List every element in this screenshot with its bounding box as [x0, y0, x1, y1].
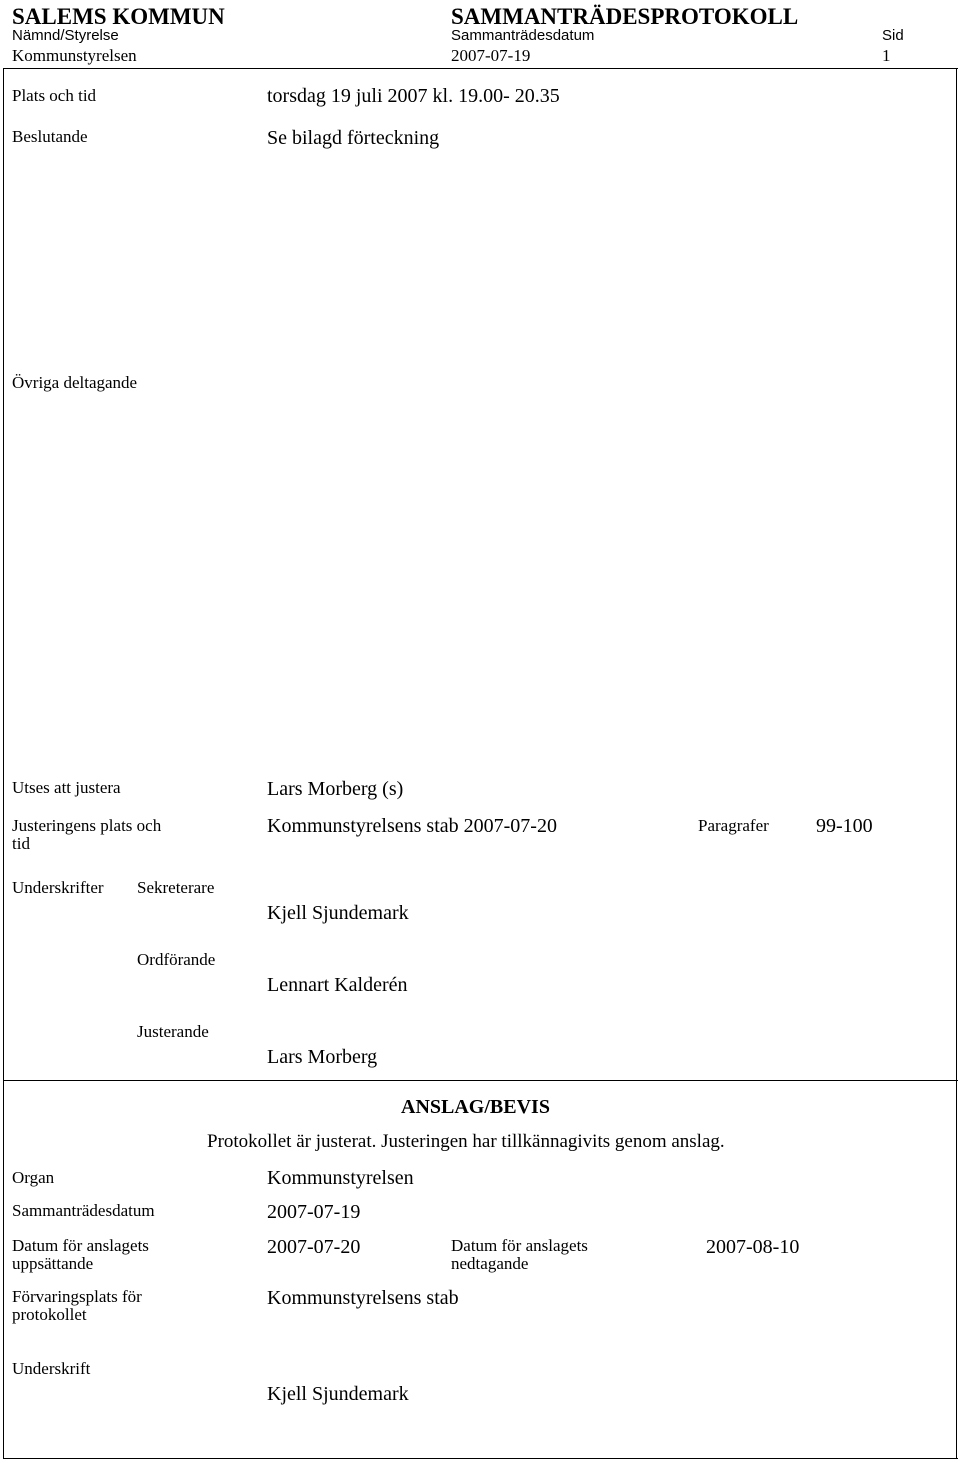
removed-date-label: Datum för anslagets nedtagande: [451, 1236, 588, 1273]
notice-text: Protokollet är justerat. Justeringen har tillkännagivits genom anslag.: [207, 1131, 725, 1152]
deciding-value: Se bilagd förteckning: [267, 127, 440, 149]
date-label: Sammanträdesdatum: [451, 27, 595, 44]
appointed-adjuster-value: Lars Morberg (s): [267, 778, 404, 800]
place-time-value: torsdag 19 juli 2007 kl. 19.00- 20.35: [267, 85, 560, 107]
place-time-label: Plats och tid: [12, 86, 97, 105]
chair-name: Lennart Kalderén: [267, 974, 408, 996]
adjustment-place-value: Kommunstyrelsens stab 2007-07-20: [267, 815, 557, 837]
removed-date-value: 2007-08-10: [706, 1236, 800, 1258]
date-value: 2007-07-19: [451, 46, 531, 65]
paragraphs-label: Paragrafer: [698, 816, 769, 835]
meeting-date-value: 2007-07-19: [267, 1201, 361, 1223]
adjuster-name: Lars Morberg: [267, 1046, 378, 1068]
adjuster-role: Justerande: [137, 1022, 209, 1041]
board-label: Nämnd/Styrelse: [12, 27, 119, 44]
signature-name: Kjell Sjundemark: [267, 1383, 409, 1405]
organization-name: SALEMS KOMMUN: [12, 4, 225, 29]
signatures-label: Underskrifter: [12, 878, 104, 897]
header-divider: [3, 68, 958, 69]
storage-label: Förvaringsplats för protokollet: [12, 1287, 142, 1324]
secretary-role: Sekreterare: [137, 878, 215, 897]
paragraphs-value: 99-100: [816, 815, 873, 837]
appointed-adjuster-label: Utses att justera: [12, 778, 121, 797]
frame-left-border: [3, 68, 4, 1458]
meeting-date-label: Sammanträdesdatum: [12, 1201, 155, 1220]
page-number: 1: [882, 46, 891, 65]
secretary-name: Kjell Sjundemark: [267, 902, 409, 924]
chair-role: Ordförande: [137, 950, 216, 969]
posted-date-label: Datum för anslagets uppsättande: [12, 1236, 149, 1273]
storage-value: Kommunstyrelsens stab: [267, 1287, 459, 1309]
organ-label: Organ: [12, 1168, 55, 1187]
adjustment-place-label: Justeringens plats och tid: [12, 816, 162, 853]
signature-label: Underskrift: [12, 1359, 91, 1378]
frame-bottom-border: [3, 1458, 958, 1459]
organ-value: Kommunstyrelsen: [267, 1167, 414, 1189]
board-value: Kommunstyrelsen: [12, 46, 137, 65]
other-participants-label: Övriga deltagande: [12, 373, 138, 392]
document-type: SAMMANTRÄDESPROTOKOLL: [451, 4, 799, 29]
notice-divider: [3, 1080, 958, 1081]
deciding-label: Beslutande: [12, 127, 88, 146]
posted-date-value: 2007-07-20: [267, 1236, 361, 1258]
notice-heading: ANSLAG/BEVIS: [401, 1096, 550, 1118]
page-label: Sid: [882, 27, 904, 44]
frame-right-border: [956, 68, 957, 1458]
